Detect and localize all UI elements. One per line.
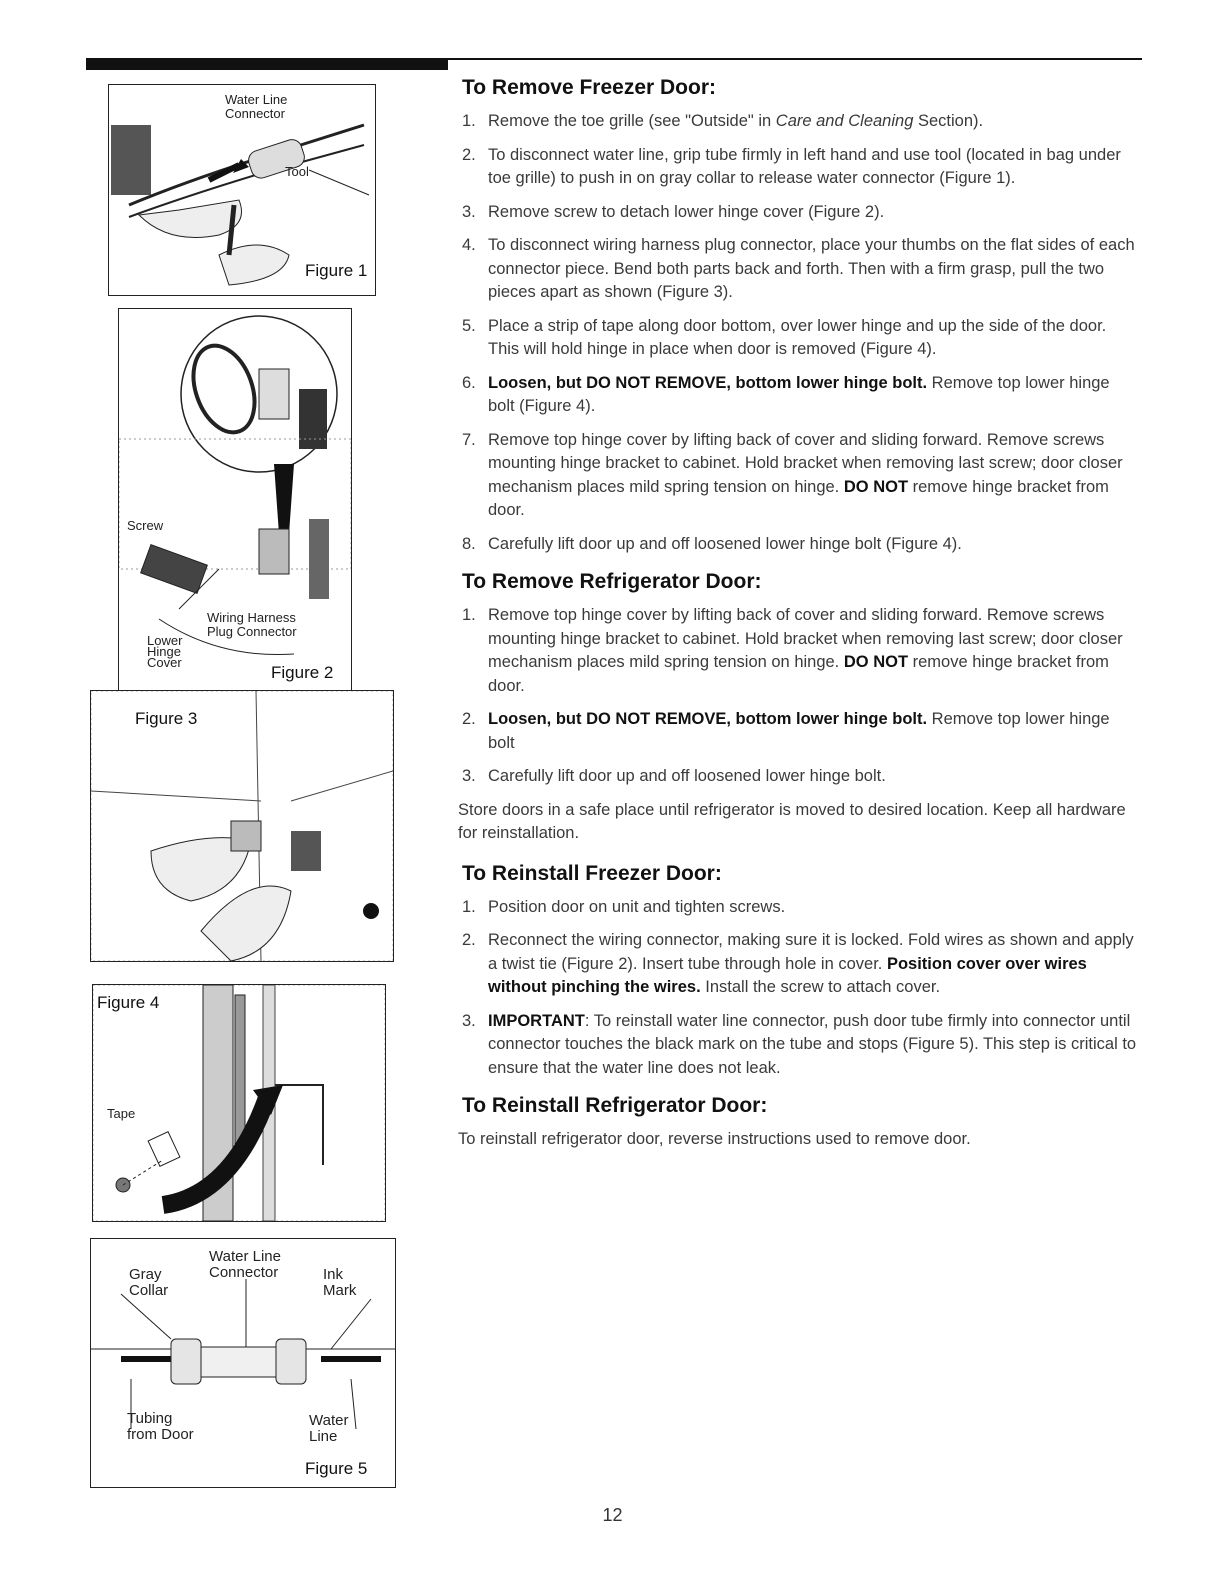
step	[462, 708, 1138, 755]
figure-3-caption: Figure 3	[135, 709, 198, 728]
step-number: 3.	[462, 767, 476, 785]
step-number: 6.	[462, 373, 476, 392]
storage-note: Store doors in a safe place until refrigerator is moved to desired location. Keep all hardware for reinstallation.	[458, 800, 1126, 842]
step-number: 3.	[462, 202, 476, 221]
step	[462, 110, 1138, 134]
step-number: 1.	[462, 606, 476, 624]
step-italic: Care and Cleaning	[775, 112, 914, 130]
step	[462, 315, 1138, 362]
step-text: Remove top hinge cover by lifting back of cover and sliding forward. Remove screws mounting hinge bracket to cabinet. Hold bracket when removing last screw; door closer mechanism places mild spring tension on hinge.	[488, 430, 1123, 496]
step-text-end: Install the screw to attach cover.	[700, 978, 941, 996]
step-text: Carefully lift door up and off loosened lower hinge bolt.	[488, 767, 886, 785]
figure-5-caption: Figure 5	[305, 1459, 368, 1478]
section-title-reinstall-refrigerator: To Reinstall Refrigerator Door:	[462, 1094, 768, 1117]
label-wiring-harness: Wiring Harness Plug Connector	[207, 610, 297, 639]
step	[462, 234, 1138, 305]
step-number: 1.	[462, 897, 476, 916]
figure-2	[118, 308, 352, 692]
step	[462, 765, 1138, 789]
figure-3-illustration	[91, 691, 393, 961]
step-bold: DO NOT	[843, 477, 909, 496]
step	[462, 372, 1138, 419]
step-text-end: Section).	[913, 112, 984, 130]
step-bold: Loosen, but DO NOT REMOVE, bottom lower hinge bolt.	[488, 373, 928, 392]
step-text: Reconnect the wiring connector, making sure it is locked. Fold wires as shown and apply a twist tie (Figure 2). Insert tube through hole in cover.	[488, 931, 1134, 973]
step	[462, 144, 1138, 191]
step-text: To disconnect water line, grip tube firmly in left hand and use tool (located in bag under toe grille) to push in on gray collar to release water connector (Figure 1).	[488, 145, 1121, 187]
figure-1-caption: Figure 1	[305, 261, 368, 280]
step-text: Position door on unit and tighten screws.	[488, 897, 786, 916]
step-bold: Loosen, but DO NOT REMOVE, bottom lower hinge bolt.	[488, 710, 928, 728]
step-bold: IMPORTANT	[488, 1011, 585, 1030]
label-tubing-from-door: Tubing from Door	[127, 1410, 194, 1443]
step-number: 4.	[462, 236, 476, 254]
step	[462, 604, 1138, 698]
step-text: To disconnect wiring harness plug connector, place your thumbs on the flat sides of each connector piece. Bend both parts back and forth. Then with a firm grasp, pull the two pieces apart as shown (Figure 3).	[488, 236, 1135, 301]
step	[462, 429, 1138, 523]
figure-4	[92, 984, 386, 1222]
step-number: 8.	[462, 534, 476, 553]
step-number: 1.	[462, 112, 476, 130]
label-ink-mark: Ink Mark	[323, 1266, 357, 1299]
step	[462, 1010, 1138, 1081]
step-text: Carefully lift door up and off loosened lower hinge bolt (Figure 4).	[488, 534, 962, 553]
step-number: 2.	[462, 931, 476, 949]
label-gray-collar: Gray Collar	[129, 1266, 169, 1299]
figure-1	[108, 84, 376, 296]
figure-5	[90, 1238, 396, 1488]
step-number: 3.	[462, 1011, 476, 1030]
step	[462, 533, 1138, 557]
label-water-line-connector-5: Water Line Connector	[209, 1248, 281, 1281]
label-tape: Tape	[107, 1106, 136, 1121]
step-number: 5.	[462, 316, 476, 335]
header-rule-thick	[86, 58, 448, 70]
step-bold: Position cover over wires without pinching the wires.	[488, 954, 1087, 996]
figure-2-caption: Figure 2	[271, 663, 334, 682]
step	[462, 929, 1138, 1000]
section-title-reinstall-freezer: To Reinstall Freezer Door:	[462, 861, 722, 885]
step	[462, 896, 1138, 920]
section-title-remove-freezer: To Remove Freezer Door:	[462, 76, 716, 99]
header-rule-thin	[448, 58, 1142, 60]
step-text: Remove the toe grille (see "Outside" in	[488, 112, 776, 130]
label-water-line-connector: Water Line Connector	[225, 92, 288, 121]
figure-4-caption: Figure 4	[97, 993, 160, 1012]
step-number: 2.	[462, 710, 476, 728]
section-title-remove-refrigerator: To Remove Refrigerator Door:	[462, 570, 762, 593]
step-bold: DO NOT	[843, 653, 909, 671]
figure-3	[90, 690, 394, 962]
label-water-line-5: Water Line	[309, 1412, 349, 1445]
instructions-column	[458, 76, 1138, 1168]
label-lower-hinge-cover: Lower Hinge Cover	[147, 633, 183, 670]
step	[462, 201, 1138, 225]
step-text: : To reinstall water line connector, push door tube firmly into connector until connector touches the black mark on the tube and stops (Figure 5). This step is critical to ensure that the water line does not leak.	[488, 1011, 1137, 1077]
step-text-end: remove hinge bracket from door.	[488, 477, 1109, 519]
step-number: 2.	[462, 145, 476, 164]
label-tool: Tool	[285, 164, 309, 179]
step-text: Remove top lower hinge bolt	[488, 710, 1110, 752]
figure-4-illustration	[93, 985, 385, 1221]
label-screw: Screw	[127, 518, 164, 533]
step-text: Remove top hinge cover by lifting back of cover and sliding forward. Remove screws mounting hinge bracket to cabinet. Hold bracket when removing last screw; door closer mechanism places mild spring tension on hinge.	[488, 606, 1123, 671]
step-text-end: remove hinge bracket from door.	[488, 653, 1109, 695]
step-text: Remove screw to detach lower hinge cover (Figure 2).	[488, 202, 885, 221]
step-number: 7.	[462, 430, 476, 449]
step-text: Remove top lower hinge bolt (Figure 4).	[488, 373, 1110, 415]
page-number: 12	[602, 1505, 623, 1525]
reinstall-refrigerator-text: To reinstall refrigerator door, reverse instructions used to remove door.	[458, 1130, 971, 1148]
step-text: Place a strip of tape along door bottom, over lower hinge and up the side of the door. This will hold hinge in place when door is removed (Figure 4).	[488, 316, 1107, 358]
